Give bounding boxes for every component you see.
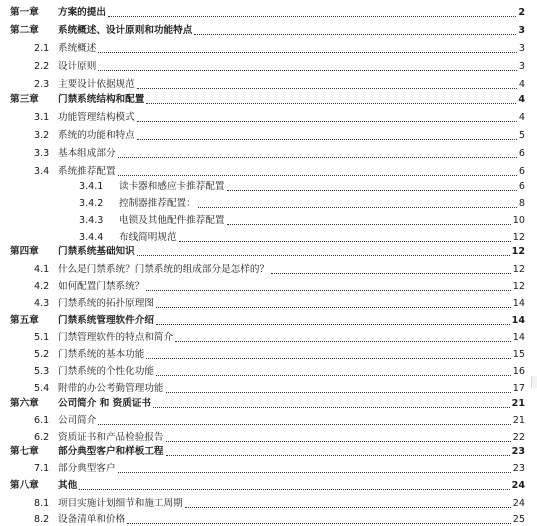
toc-section-row[interactable]: [34, 260, 525, 276]
toc-number: 第二章: [10, 25, 39, 36]
toc-number: 第五章: [10, 315, 39, 326]
toc-page-number: 4: [518, 79, 525, 90]
toc-page-number: 16: [512, 366, 525, 377]
toc-number: 3.4.1: [79, 181, 104, 192]
toc-section-row[interactable]: [34, 277, 525, 293]
toc-number: 2.3: [34, 79, 50, 90]
toc-dot-leader: [98, 69, 517, 71]
toc-page-number: 22: [512, 432, 525, 443]
toc-section-row[interactable]: [34, 494, 525, 510]
toc-title: 控制器推荐配置：: [119, 198, 196, 209]
toc-page-number: 6: [518, 181, 525, 192]
toc-title: 资质证书和产品检验报告: [58, 432, 164, 443]
toc-title: 功能管理结构模式: [58, 112, 135, 123]
toc-dot-leader: [108, 15, 516, 17]
toc-number: 5.2: [34, 349, 50, 360]
toc-section-row[interactable]: [34, 379, 525, 395]
toc-number: 3.4: [34, 166, 50, 177]
toc-dot-leader: [153, 406, 510, 408]
toc-dot-leader: [198, 206, 517, 208]
toc-section-row[interactable]: [34, 411, 525, 427]
toc-section-row[interactable]: [34, 75, 525, 91]
toc-chapter-row[interactable]: [10, 21, 525, 37]
toc-dot-leader: [166, 454, 510, 456]
toc-number: 4.3: [34, 298, 50, 309]
toc-page-number: 6: [518, 148, 525, 159]
toc-chapter-row[interactable]: [10, 394, 525, 410]
page-edge-marker: [531, 376, 537, 388]
toc-dot-leader: [118, 156, 517, 158]
toc-page-number: 5: [518, 130, 525, 141]
toc-number: 6.2: [34, 432, 50, 443]
toc-page-number: 3: [518, 61, 525, 72]
toc-title: 读卡器和感应卡推荐配置: [119, 181, 225, 192]
toc-dot-leader: [127, 522, 511, 524]
toc-number: 第七章: [10, 446, 39, 457]
toc-page-number: 12: [512, 232, 525, 243]
toc-page-number: 24: [511, 480, 525, 491]
toc-title: 其他: [58, 480, 78, 491]
toc-page-number: 23: [511, 446, 525, 457]
toc-page-number: 3: [518, 43, 525, 54]
toc-number: 3.4.2: [79, 198, 104, 209]
toc-dot-leader: [146, 102, 516, 104]
toc-dot-leader: [146, 289, 510, 291]
toc-title: 什么是门禁系统？门禁系统的组成部分是怎样的？: [58, 264, 270, 275]
toc-chapter-row[interactable]: [10, 3, 525, 19]
toc-page-number: 14: [511, 315, 525, 326]
toc-title: 门禁管理软件的特点和简介: [58, 332, 174, 343]
toc-page-number: 8: [518, 198, 525, 209]
toc-title: 部分典型客户: [58, 463, 116, 474]
toc-dot-leader: [156, 306, 511, 308]
toc-section-row[interactable]: [34, 345, 525, 361]
toc-dot-leader: [227, 223, 511, 225]
toc-title: 公司简介 和 资质证书: [58, 398, 152, 409]
toc-number: 8.1: [34, 498, 50, 509]
toc-title: 公司简介: [58, 415, 97, 426]
toc-dot-leader: [271, 272, 511, 274]
toc-number: 7.1: [34, 463, 50, 474]
toc-section-row[interactable]: [34, 328, 525, 344]
toc-dot-leader: [137, 138, 517, 140]
toc-title: 系统概述、设计原则和功能特点: [58, 25, 193, 36]
toc-title: 方案的提出: [58, 7, 106, 18]
toc-page-number: 12: [512, 264, 525, 275]
toc-title: 门禁系统管理软件介绍: [58, 315, 154, 326]
toc-number: 3.4.3: [79, 215, 104, 226]
toc-dot-leader: [98, 423, 510, 425]
toc-page-number: 12: [512, 281, 525, 292]
toc-section-row[interactable]: [34, 294, 525, 310]
toc-dot-leader: [185, 506, 511, 508]
toc-page-number: 4: [518, 112, 525, 123]
toc-number: 6.1: [34, 415, 50, 426]
toc-title: 基本组成部分: [58, 148, 116, 159]
toc-dot-leader: [194, 33, 516, 35]
toc-number: 第八章: [10, 480, 39, 491]
toc-dot-leader: [175, 340, 511, 342]
toc-chapter-row[interactable]: [10, 476, 525, 492]
toc-title: 设备清单和价格: [58, 514, 126, 525]
toc-chapter-row[interactable]: [10, 90, 525, 106]
toc-dot-leader: [137, 120, 517, 122]
toc-number: 第一章: [10, 7, 39, 18]
toc-page-number: 14: [512, 298, 525, 309]
toc-subsection-row[interactable]: [79, 194, 525, 210]
toc-title: 系统概述: [58, 43, 97, 54]
toc-number: 4.2: [34, 281, 50, 292]
toc-section-row[interactable]: [34, 108, 525, 124]
toc-number: 8.2: [34, 514, 50, 525]
toc-dot-leader: [137, 87, 517, 89]
toc-dot-leader: [137, 254, 510, 256]
toc-section-row[interactable]: [34, 144, 525, 160]
toc-section-row[interactable]: [34, 57, 525, 73]
toc-page-number: 10: [512, 215, 525, 226]
toc-number: 第六章: [10, 398, 39, 409]
toc-page-number: 12: [511, 246, 525, 257]
toc-title: 设计原则: [58, 61, 97, 72]
toc-page-number: 21: [512, 415, 525, 426]
toc-title: 系统的功能和特点: [58, 130, 135, 141]
toc-title: 门禁系统的个性化功能: [58, 366, 154, 377]
toc-title: 门禁系统基础知识: [58, 246, 135, 257]
toc-title: 门禁系统的拓扑原理图: [58, 298, 154, 309]
toc-page-number: 4: [518, 94, 525, 105]
toc-dot-leader: [79, 488, 509, 490]
toc-title: 如何配置门禁系统？: [58, 281, 145, 292]
toc-title: 主要设计依据规范: [58, 79, 135, 90]
toc-number: 5.3: [34, 366, 50, 377]
toc-number: 2.1: [34, 43, 50, 54]
toc-dot-leader: [118, 471, 511, 473]
toc-dot-leader: [156, 374, 511, 376]
toc-page-number: 14: [512, 332, 525, 343]
toc-number: 5.1: [34, 332, 50, 343]
toc-number: 4.1: [34, 264, 50, 275]
toc-dot-leader: [227, 189, 517, 191]
toc-dot-leader: [118, 174, 517, 176]
toc-section-row[interactable]: [34, 162, 525, 178]
toc-number: 3.1: [34, 112, 50, 123]
toc-page-number: 21: [511, 398, 525, 409]
toc-subsection-row[interactable]: [79, 177, 525, 193]
toc-title: 门禁系统的基本功能: [58, 349, 145, 360]
toc-number: 3.2: [34, 130, 50, 141]
toc-title: 附带的办公考勤管理功能: [58, 383, 164, 394]
toc-title: 布线简明规范: [119, 232, 177, 243]
toc-dot-leader: [146, 357, 510, 359]
toc-page-number: 24: [512, 498, 525, 509]
toc-page-number: 2: [518, 7, 525, 18]
toc-chapter-row[interactable]: [10, 242, 525, 258]
toc-title: 部分典型客户和样板工程: [58, 446, 164, 457]
toc-subsection-row[interactable]: [79, 211, 525, 227]
toc-section-row[interactable]: [34, 362, 525, 378]
toc-number: 第四章: [10, 246, 39, 257]
toc-dot-leader: [156, 323, 510, 325]
toc-page-number: 6: [518, 166, 525, 177]
toc-page-number: 3: [518, 25, 525, 36]
toc-page-number: 23: [512, 463, 525, 474]
toc-page-number: 15: [512, 349, 525, 360]
toc-number: 第三章: [10, 94, 39, 105]
toc-number: 3.4.4: [79, 232, 104, 243]
toc-title: 电锁及其他配件推荐配置: [119, 215, 225, 226]
toc-title: 系统推荐配置: [58, 166, 116, 177]
toc-title: 项目实施计划细节和施工周期: [58, 498, 183, 509]
toc-number: 5.4: [34, 383, 50, 394]
toc-section-row[interactable]: [34, 39, 525, 55]
toc-number: 2.2: [34, 61, 50, 72]
toc-page-number: 25: [512, 514, 525, 525]
toc-section-row[interactable]: [34, 510, 525, 526]
toc-number: 3.3: [34, 148, 50, 159]
toc-dot-leader: [98, 51, 517, 53]
toc-chapter-row[interactable]: [10, 311, 525, 327]
toc-chapter-row[interactable]: [10, 442, 525, 458]
toc-title: 门禁系统结构和配置: [58, 94, 145, 105]
toc-section-row[interactable]: [34, 459, 525, 475]
toc-section-row[interactable]: [34, 126, 525, 142]
toc-dot-leader: [166, 391, 511, 393]
toc-page-number: 17: [512, 383, 525, 394]
